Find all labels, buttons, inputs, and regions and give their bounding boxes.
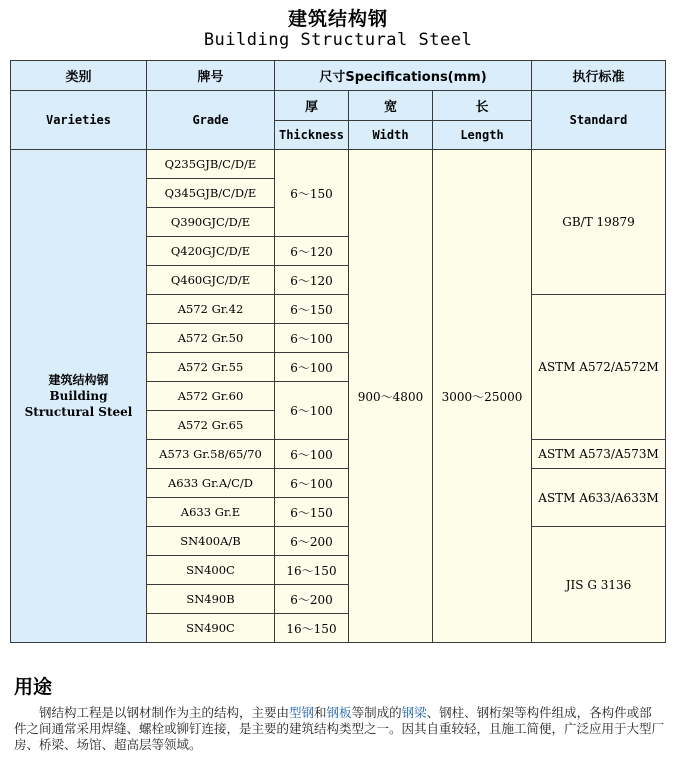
length-cell: 3000～25000 <box>433 150 532 643</box>
thickness-cell: 6～120 <box>275 237 349 266</box>
thickness-cell: 6～100 <box>275 382 349 440</box>
header-category: 类别 <box>11 61 147 91</box>
page-title: 建筑结构钢 <box>287 8 388 30</box>
grade-cell: A572 Gr.42 <box>147 295 275 324</box>
header-length-en: Length <box>433 121 532 150</box>
header-standard-en: Standard <box>532 91 666 150</box>
standard-cell: GB/T 19879 <box>532 150 666 295</box>
grade-cell: A573 Gr.58/65/70 <box>147 440 275 469</box>
link-section-steel[interactable]: 型钢 <box>289 705 315 720</box>
grade-cell: Q460GJC/D/E <box>147 266 275 295</box>
usage-text: 钢结构工程是以钢材制作为主的结构，主要由 <box>39 705 290 720</box>
link-steel-plate[interactable]: 钢板 <box>326 705 352 720</box>
header-size: 尺寸Specifications(mm) <box>275 61 532 91</box>
thickness-cell: 16～150 <box>275 556 349 585</box>
grade-cell: Q345GJB/C/D/E <box>147 179 275 208</box>
width-cell: 900～4800 <box>349 150 433 643</box>
grade-cell: Q420GJC/D/E <box>147 237 275 266</box>
header-grade-en: Grade <box>147 91 275 150</box>
header-thickness-en: Thickness <box>275 121 349 150</box>
usage-title: 用途 <box>14 676 53 698</box>
grade-cell: A633 Gr.E <box>147 498 275 527</box>
standard-cell: JIS G 3136 <box>532 527 666 643</box>
grade-cell: Q235GJB/C/D/E <box>147 150 275 179</box>
variety-cn: 建筑结构钢 <box>48 373 109 387</box>
header-length: 长 <box>433 91 532 121</box>
thickness-cell: 6～150 <box>275 295 349 324</box>
header-width: 宽 <box>349 91 433 121</box>
grade-cell: A572 Gr.60 <box>147 382 275 411</box>
spec-table <box>10 60 666 643</box>
thickness-cell: 6～100 <box>275 353 349 382</box>
header-width-en: Width <box>349 121 433 150</box>
usage-text: 等制成的 <box>351 705 402 720</box>
thickness-cell: 6～200 <box>275 585 349 614</box>
grade-cell: A572 Gr.55 <box>147 353 275 382</box>
grade-cell: SN490B <box>147 585 275 614</box>
thickness-cell: 6～100 <box>275 469 349 498</box>
variety-en-line1: Building <box>49 389 108 403</box>
usage-text: 、钢柱、钢桁架等构件组成，各构件或部件之间通常采用焊缝、螺栓或铆钉连接，是主要的建筑结构类型之一。因其自重较轻，且施工简便，广泛应用于大型厂房、桥梁、场馆、超高层等领域。 <box>14 705 665 752</box>
thickness-cell: 6～200 <box>275 527 349 556</box>
variety-cell <box>11 150 147 643</box>
header-grade: 牌号 <box>147 61 275 91</box>
thickness-cell: 6～120 <box>275 266 349 295</box>
grade-cell: A572 Gr.65 <box>147 411 275 440</box>
grade-cell: A633 Gr.A/C/D <box>147 469 275 498</box>
standard-cell: ASTM A573/A573M <box>532 440 666 469</box>
grade-cell: SN400C <box>147 556 275 585</box>
grade-cell: SN400A/B <box>147 527 275 556</box>
page-subtitle: Building Structural Steel <box>203 30 473 50</box>
thickness-cell: 6～150 <box>275 498 349 527</box>
usage-paragraph <box>14 705 664 753</box>
thickness-cell: 16～150 <box>275 614 349 643</box>
grade-cell: A572 Gr.50 <box>147 324 275 353</box>
grade-cell: SN490C <box>147 614 275 643</box>
header-varieties: Varieties <box>11 91 147 150</box>
header-standard: 执行标准 <box>532 61 666 91</box>
variety-en-line2: Structural Steel <box>24 405 133 419</box>
link-steel-beam[interactable]: 钢梁 <box>401 705 427 720</box>
thickness-cell: 6～100 <box>275 324 349 353</box>
thickness-cell: 6～150 <box>275 150 349 237</box>
usage-text: 和 <box>314 705 327 720</box>
grade-cell: Q390GJC/D/E <box>147 208 275 237</box>
thickness-cell: 6～100 <box>275 440 349 469</box>
standard-cell: ASTM A633/A633M <box>532 469 666 527</box>
header-thick: 厚 <box>275 91 349 121</box>
standard-cell: ASTM A572/A572M <box>532 295 666 440</box>
